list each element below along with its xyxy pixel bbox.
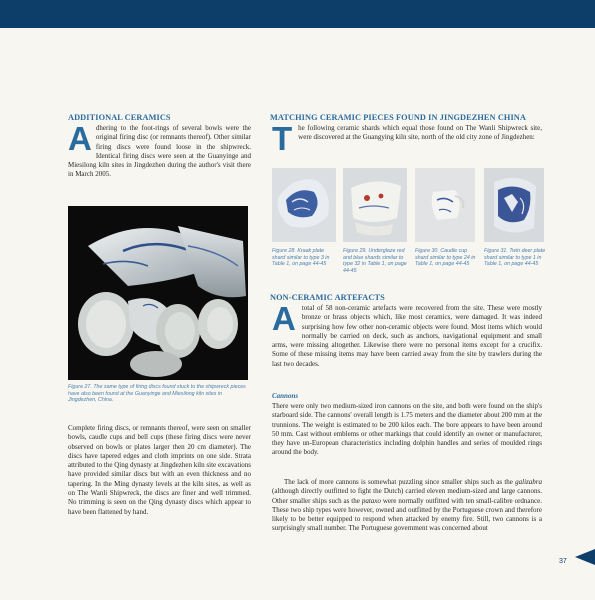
figure-30-caption: Figure 30. Caudle cup shard similar to type 24 in Table 1, on page 44-45: [415, 248, 476, 268]
page-tab-marker: [575, 549, 595, 565]
right-intro-text: he following ceramic shards which equal those found on The Wanli Shipwreck site, were discovered at the Guangying kiln site, north of the old city zone of Jingdezhen:: [298, 124, 542, 142]
top-color-band: [0, 0, 595, 28]
page-number: 37: [559, 558, 567, 565]
non-ceramic-paragraph: [272, 300, 542, 369]
figure-31-photo: [484, 168, 544, 242]
left-intro-paragraph: [68, 120, 251, 180]
left-intro-text: dhering to the foot-rings of several bowls were the original firing disc (or remnants thereof). Other similar firing discs were found loose in the shipwreck. Identical firing discs were seen at the Guanyinge and Miesilong kiln sites in Jingdezhen during the author's visit there in March 2005.: [68, 124, 251, 179]
figure-29-caption: Figure 29. Underglaze red and blue shards similar to type 32 in Table 1, on page 44-45: [343, 248, 407, 274]
non-ceramic-text: total of 58 non-ceramic artefacts were recovered from the site. These were mostly bronze or brass objects which, like most ceramics, were damaged. It was indeed surprising how few other non-ceramic objects were found. Most items which would normally be carried on deck, such as anchors, navigational equipment and small arms, were missing altogether. Likewise there were no personal items except for a crucifix. Some of these missing items may have been carried away from the site by trawlers during the last two decades.: [272, 304, 542, 368]
cannons-paragraph-1: There were only two medium-sized iron cannons on the site, and both were found on the ship's starboard side. The cannons' overall length is 1.75 meters and the diameter about 200 mm at the trunnions. The weight is estimated to be 200 kilos each. The bore appears to have been around 50 mm. Cast without emblems or other markings that could identify an owner or manufacturer, they have un-European characteristics including dolphin handles and series of moulded rings around the body.: [272, 402, 542, 457]
figure-29-photo: [343, 168, 407, 242]
pataxo-term: pataxo: [361, 496, 381, 505]
figure-28-photo: [272, 168, 336, 242]
drop-cap: T: [272, 120, 293, 157]
cannons-paragraph-2: [272, 478, 542, 534]
figure-28-caption: Figure 28. Kraak plate shard similar to type 3 in Table 1, on page 44-45: [272, 248, 330, 268]
figure-27-caption: Figure 27. The same type of firing discs found stuck to the shipwreck pieces have also been found at the Guanyinge and Miesilong kiln sites in Jingdezhen, China.: [68, 384, 246, 404]
drop-cap: A: [272, 300, 296, 337]
right-intro-paragraph: [272, 120, 542, 157]
figure-31-caption: Figure 31. Twin deer plate shard similar to type 1 in Table 1, on page 44-45: [484, 248, 546, 268]
cannons-text-b: (although directly outfitted to fight the Dutch) carried eleven medium-sized and large cannons. Other smaller ships such as the: [272, 487, 542, 505]
galizabra-term: galizabra: [515, 478, 542, 486]
cannons-subheading: Cannons: [272, 392, 299, 400]
cannons-text-a: The lack of more cannons is somewhat puzzling since smaller ships such as the: [284, 478, 516, 486]
figure-30-photo: [415, 168, 475, 242]
figure-27-photo: [68, 206, 248, 380]
right-section-heading: MATCHING CERAMIC PIECES FOUND IN JINGDEZHEN CHINA: [270, 113, 526, 122]
left-section-heading: ADDITIONAL CERAMICS: [68, 113, 171, 122]
left-body-paragraph: Complete firing discs, or remnants thereof, were seen on smaller bowls, caudle cups and bell cups (these firing discs were never observed on bowls or plates larger then 20 cm diameter). The discs have tapered edges and cloth imprints on one side. Strata attributed to the Qing dynasty at Jingdezhen kiln site excavations have provided similar discs but with an even thickness and no tapering. In the Ming dynasty levels at the kiln sites, as well as on The Wanli Shipwreck, the discs are finer and well trimmed. No trimming is seen on the Qing dynasty discs which appear to have been flattened by hand.: [68, 424, 251, 516]
non-ceramic-heading: NON-CERAMIC ARTEFACTS: [270, 293, 385, 302]
drop-cap: A: [68, 120, 92, 157]
cannons-text-c: were normally outfitted with ten small-calibre ordnance. These two ship types were however, owned and outfitted by the Portuguese crown and therefore likely to be better equipped to respond when attacked by enemy fire. Still, two cannons is a surprisingly small number. The Portuguese government was concerned about: [272, 496, 542, 533]
